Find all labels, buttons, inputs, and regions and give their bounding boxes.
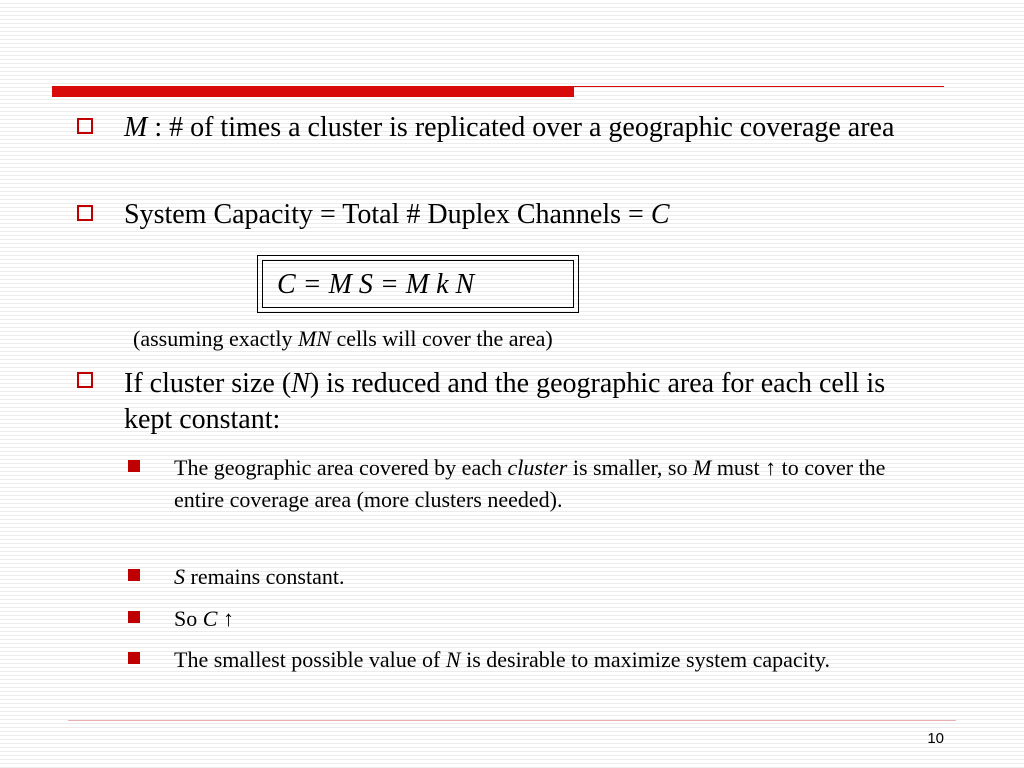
bullet-system-capacity: System Capacity = Total # Duplex Channels = C bbox=[124, 199, 670, 230]
bullet-cluster-size-reduced: If cluster size (N) is reduced and the geographic area for each cell is kept constant: bbox=[124, 368, 886, 435]
sub-bullet-c-increases: So C ↑ bbox=[174, 606, 234, 631]
hollow-square-bullet-icon bbox=[77, 372, 93, 388]
assumption-note: (assuming exactly MN cells will cover the area) bbox=[133, 326, 553, 351]
capacity-formula: C = M S = M k N bbox=[262, 260, 574, 308]
sub-bullet-s-constant: S remains constant. bbox=[174, 564, 345, 589]
formula-box bbox=[257, 255, 579, 313]
title-accent-bar bbox=[52, 86, 574, 97]
solid-square-bullet-icon bbox=[128, 611, 140, 623]
solid-square-bullet-icon bbox=[128, 460, 140, 472]
sub-bullet-smallest-n: The smallest possible value of N is desirable to maximize system capacity. bbox=[174, 647, 830, 672]
footer-divider bbox=[68, 720, 956, 721]
solid-square-bullet-icon bbox=[128, 652, 140, 664]
bullet-cluster-replication: M : # of times a cluster is replicated over a geographic coverage area bbox=[124, 112, 895, 143]
page-number: 10 bbox=[927, 730, 944, 747]
title-accent-line bbox=[574, 86, 944, 87]
hollow-square-bullet-icon bbox=[77, 205, 93, 221]
sub-bullet-cluster-area: The geographic area covered by each cluster is smaller, so M must ↑ to cover the entire coverage area (more clusters needed). bbox=[174, 455, 886, 512]
solid-square-bullet-icon bbox=[128, 569, 140, 581]
hollow-square-bullet-icon bbox=[77, 118, 93, 134]
